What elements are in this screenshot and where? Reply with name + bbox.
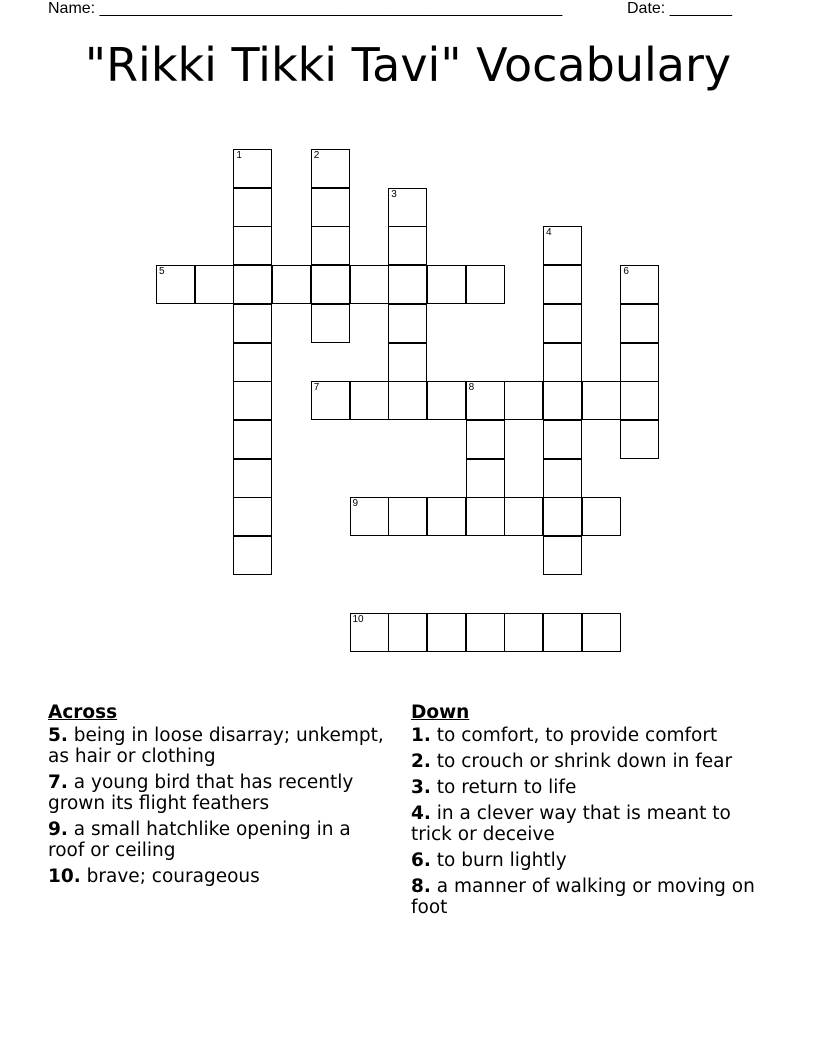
grid-cell[interactable] [582, 381, 621, 420]
grid-cell[interactable] [233, 381, 272, 420]
down-heading: Down [411, 702, 470, 723]
grid-cell[interactable] [543, 226, 582, 265]
grid-cell[interactable] [350, 265, 389, 304]
grid-cell[interactable] [388, 497, 427, 536]
grid-cell[interactable] [195, 265, 234, 304]
grid-cell[interactable] [620, 420, 659, 459]
cell-number: 1 [236, 150, 242, 161]
clue-number: 2. [411, 751, 431, 772]
grid-cell[interactable] [233, 149, 272, 188]
grid-cell[interactable] [233, 420, 272, 459]
cell-number: 3 [391, 188, 397, 200]
clue-text: a small hatchlike opening in a roof or ceiling [48, 819, 351, 861]
grid-cell[interactable] [543, 381, 582, 420]
grid-cell[interactable] [582, 497, 621, 536]
down-clue-6 [411, 850, 761, 871]
grid-cell[interactable] [543, 613, 582, 652]
clue-text: to comfort, to provide comfort [436, 725, 718, 746]
clue-text: being in loose disarray; unkempt, as hair or clothing [48, 725, 384, 767]
down-clue-2 [411, 751, 761, 772]
clue-number: 5. [48, 725, 68, 746]
grid-cell[interactable] [388, 188, 427, 227]
grid-cell[interactable] [233, 459, 272, 498]
grid-cell[interactable] [427, 613, 466, 652]
down-clues [411, 702, 761, 923]
clue-number: 9. [48, 819, 68, 840]
clue-number: 3. [411, 777, 431, 798]
grid-cell[interactable] [543, 265, 582, 304]
grid-cell[interactable] [350, 381, 389, 420]
cell-number: 10 [352, 614, 364, 626]
clue-number: 1. [411, 725, 431, 746]
grid-cell[interactable] [543, 304, 582, 343]
clue-text: to return to life [436, 777, 577, 798]
grid-cell[interactable] [427, 265, 466, 304]
grid-cell[interactable] [620, 381, 659, 420]
grid-cell[interactable] [543, 497, 582, 536]
grid-cell[interactable] [233, 497, 272, 536]
grid-cell[interactable] [620, 343, 659, 382]
grid-cell[interactable] [233, 343, 272, 382]
across-clues [48, 702, 388, 892]
page-title: "Rikki Tikki Tavi" Vocabulary [84, 38, 732, 92]
across-heading: Across [48, 702, 118, 723]
grid-cell[interactable] [466, 497, 505, 536]
grid-cell[interactable] [543, 459, 582, 498]
grid-cell[interactable] [311, 304, 350, 343]
clue-number: 8. [411, 876, 431, 897]
grid-cell[interactable] [466, 381, 505, 420]
clue-text: brave; courageous [86, 866, 260, 887]
grid-cell[interactable] [311, 149, 350, 188]
grid-cell[interactable] [311, 381, 350, 420]
grid-cell[interactable] [620, 304, 659, 343]
grid-cell[interactable] [233, 536, 272, 575]
clue-number: 7. [48, 772, 68, 793]
cell-number: 5 [159, 266, 165, 278]
grid-cell[interactable] [311, 265, 350, 304]
cell-number: 9 [352, 498, 359, 510]
grid-cell[interactable] [504, 497, 543, 536]
down-clue-4 [411, 803, 761, 845]
date-field-label: Date: _______ [627, 0, 732, 17]
clue-number: 4. [411, 803, 431, 824]
cell-number: 6 [623, 266, 629, 278]
grid-cell[interactable] [388, 343, 427, 382]
down-clue-3 [411, 777, 761, 798]
across-clue-7 [48, 772, 388, 814]
grid-cell[interactable] [466, 265, 505, 304]
grid-cell[interactable] [311, 188, 350, 227]
grid-cell[interactable] [466, 459, 505, 498]
grid-cell[interactable] [388, 304, 427, 343]
grid-cell[interactable] [543, 420, 582, 459]
name-field-label: Name: ____________________________________________________ [48, 0, 563, 17]
cell-number: 2 [313, 150, 320, 161]
grid-cell[interactable] [620, 265, 659, 304]
grid-cell[interactable] [311, 226, 350, 265]
grid-cell[interactable] [233, 226, 272, 265]
clue-text: to burn lightly [436, 850, 567, 871]
across-clue-5 [48, 725, 388, 767]
clue-text: a young bird that has recently grown its flight feathers [48, 772, 354, 814]
grid-cell[interactable] [350, 497, 389, 536]
grid-cell[interactable] [504, 381, 543, 420]
grid-cell[interactable] [466, 613, 505, 652]
grid-cell[interactable] [427, 497, 466, 536]
grid-cell[interactable] [504, 613, 543, 652]
clue-number: 6. [411, 850, 431, 871]
grid-cell[interactable] [388, 226, 427, 265]
grid-cell[interactable] [543, 343, 582, 382]
grid-cell[interactable] [233, 188, 272, 227]
across-clue-9 [48, 819, 388, 861]
cell-number: 8 [468, 382, 475, 394]
grid-cell[interactable] [233, 265, 272, 304]
clue-text: to crouch or shrink down in fear [436, 751, 733, 772]
grid-cell[interactable] [427, 381, 466, 420]
across-clue-10 [48, 866, 388, 887]
grid-cell[interactable] [543, 536, 582, 575]
grid-cell[interactable] [272, 265, 311, 304]
grid-cell[interactable] [388, 613, 427, 652]
grid-cell[interactable] [156, 265, 195, 304]
grid-cell[interactable] [466, 420, 505, 459]
clue-text: a manner of walking or moving on foot [411, 876, 755, 918]
down-clue-1 [411, 725, 761, 746]
grid-cell[interactable] [350, 613, 389, 652]
clue-text: in a clever way that is meant to trick or deceive [411, 803, 731, 845]
grid-cell[interactable] [388, 381, 427, 420]
cell-number: 4 [546, 227, 552, 239]
clue-number: 10. [48, 866, 81, 887]
cell-number: 7 [313, 382, 320, 394]
grid-cell[interactable] [388, 265, 427, 304]
grid-cell[interactable] [582, 613, 621, 652]
grid-cell[interactable] [233, 304, 272, 343]
down-clue-8 [411, 876, 761, 918]
